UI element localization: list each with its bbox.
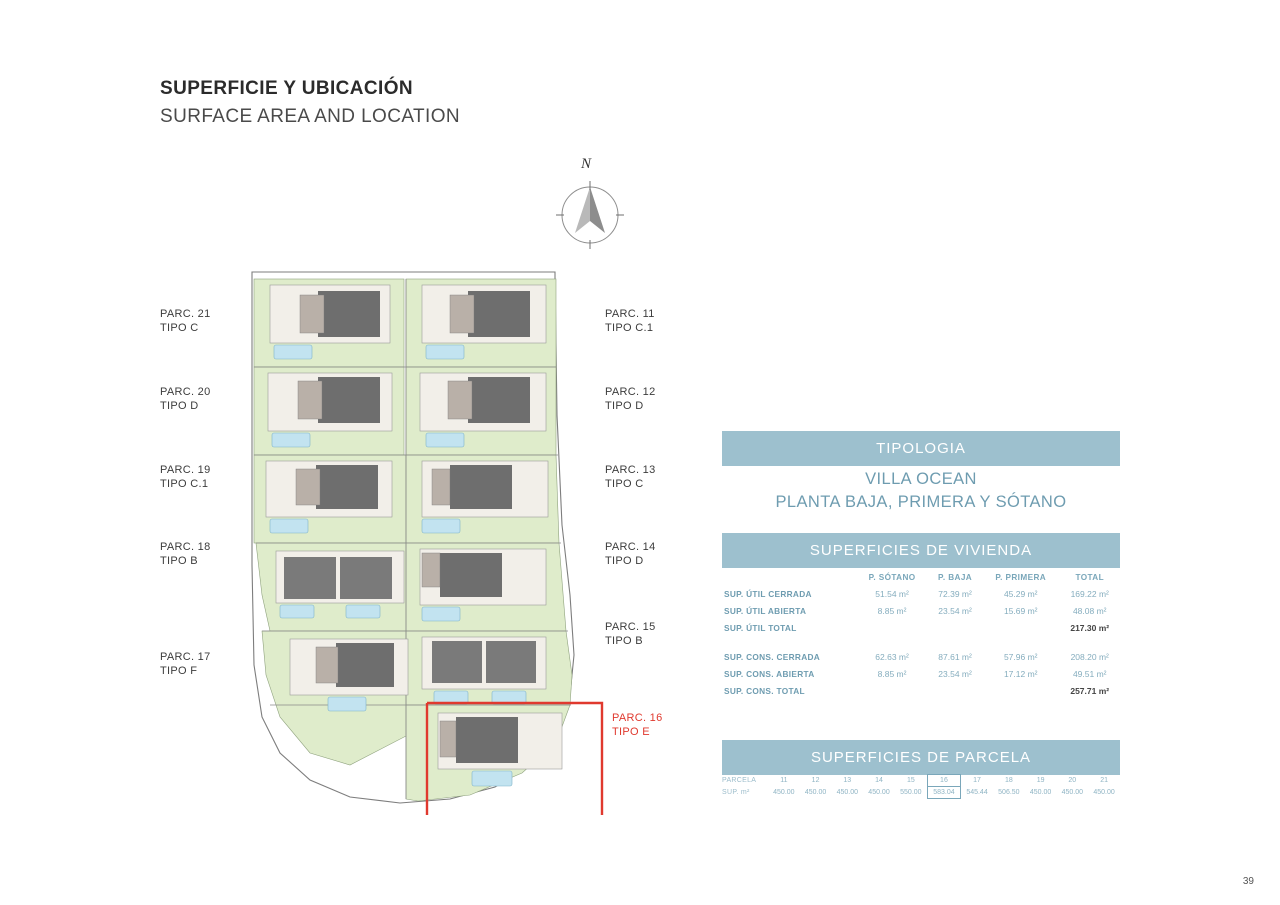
cell-total: 217.30 m² — [1070, 622, 1110, 633]
cell-sotano: 51.54 m² — [875, 588, 909, 599]
plot-label-parc-12 — [605, 385, 656, 413]
col-head-total: TOTAL — [1075, 573, 1104, 582]
cell-total: 49.51 m² — [1072, 668, 1107, 679]
col-head-baja: P. BAJA — [938, 573, 973, 582]
parcel-area: 450.00 — [1061, 789, 1084, 796]
tipologia-body — [722, 468, 1120, 514]
cell-sotano: 62.63 m² — [875, 651, 909, 662]
plot-parcel-number: PARC. 19 — [160, 464, 211, 476]
cell-primera: 57.96 m² — [1003, 651, 1038, 662]
plot-parcel-number: PARC. 21 — [160, 308, 211, 320]
table-row — [722, 648, 1120, 665]
cell-sotano — [856, 682, 928, 699]
parcel-number: 21 — [1100, 777, 1108, 784]
tipologia-line-1: VILLA OCEAN — [865, 470, 977, 488]
superficies-vivienda-table — [722, 570, 1120, 699]
page-title-es: SUPERFICIE Y UBICACIÓN — [160, 78, 414, 99]
parcel-area: 450.00 — [836, 789, 858, 796]
parcel-number: 19 — [1036, 777, 1045, 784]
parcel-area: 450.00 — [804, 789, 827, 796]
plot-label-parc-17 — [160, 650, 211, 678]
parcel-area-selected: 583.04 — [927, 787, 960, 799]
parcel-number: 20 — [1068, 777, 1077, 784]
cell-sotano — [856, 619, 928, 636]
parcel-area: 450.00 — [868, 789, 890, 796]
plot-type: TIPO C.1 — [160, 478, 209, 490]
parcel-number: 12 — [811, 777, 820, 784]
plot-parcel-number: PARC. 12 — [605, 386, 656, 398]
parcel-number: 13 — [843, 777, 852, 784]
row-label-parcela: PARCELA — [722, 777, 757, 784]
plot-parcel-number: PARC. 20 — [160, 386, 211, 398]
compass-icon — [548, 178, 632, 252]
site-plan-drawing — [150, 265, 670, 815]
row-label: SUP. ÚTIL ABIERTA — [724, 605, 807, 616]
cell-baja: 87.61 m² — [938, 651, 972, 662]
superficies-parcela-table — [722, 774, 1120, 799]
plot-label-parc-21 — [160, 307, 211, 335]
plot-label-parc-14 — [605, 540, 656, 568]
cell-primera: 15.69 m² — [1003, 605, 1038, 616]
superficies-vivienda-header-bar: SUPERFICIES DE VIVIENDA — [722, 533, 1120, 568]
row-label: SUP. ÚTIL CERRADA — [724, 588, 812, 599]
parcel-number-selected: 16 — [927, 775, 960, 787]
plot-label-parc-15 — [605, 620, 656, 648]
superficies-parcela-header-bar: SUPERFICIES DE PARCELA — [722, 740, 1120, 775]
cell-primera: 17.12 m² — [1003, 668, 1038, 679]
plot-parcel-number: PARC. 16 — [612, 712, 663, 724]
parcel-area: 450.00 — [1029, 789, 1052, 796]
row-label: SUP. CONS. CERRADA — [724, 651, 821, 662]
page-number: 39 — [1242, 876, 1254, 887]
cell-total: 48.08 m² — [1072, 605, 1107, 616]
parcela-number-row — [722, 775, 1120, 787]
plot-type: TIPO C.1 — [605, 322, 654, 334]
cell-primera — [982, 682, 1059, 699]
cell-total: 208.20 m² — [1070, 651, 1109, 662]
col-head-sotano: P. SÓTANO — [868, 573, 916, 582]
plot-type: TIPO B — [160, 555, 198, 567]
tipologia-line-2: PLANTA BAJA, PRIMERA Y SÓTANO — [775, 493, 1067, 511]
compass-rose — [548, 156, 632, 252]
page-title — [160, 78, 460, 128]
parcel-number: 11 — [780, 777, 788, 784]
plot-label-parc-11 — [605, 307, 655, 335]
plot-type: TIPO B — [605, 635, 643, 647]
plot-label-parc-18 — [160, 540, 211, 568]
parcel-number: 14 — [875, 777, 883, 784]
tipologia-header-bar: TIPOLOGIA — [722, 431, 1120, 466]
cell-sotano: 8.85 m² — [877, 605, 907, 616]
plot-parcel-number: PARC. 14 — [605, 541, 656, 553]
table-row — [722, 665, 1120, 682]
plot-parcel-number: PARC. 11 — [605, 308, 655, 320]
cell-total: 257.71 m² — [1070, 685, 1110, 696]
cell-primera: 45.29 m² — [1003, 588, 1038, 599]
row-label: SUP. CONS. TOTAL — [724, 685, 805, 696]
plot-type: TIPO D — [160, 400, 199, 412]
table-header-row — [722, 570, 1120, 585]
site-plan — [150, 265, 670, 815]
plot-parcel-number: PARC. 17 — [160, 651, 211, 663]
plot-type: TIPO C — [160, 322, 199, 334]
cell-baja: 72.39 m² — [938, 588, 972, 599]
parcel-area: 550.00 — [900, 789, 922, 796]
parcel-number: 18 — [1004, 777, 1013, 784]
cell-baja: 23.54 m² — [938, 668, 972, 679]
cell-total: 169.22 m² — [1070, 588, 1109, 599]
plot-parcel-number: PARC. 18 — [160, 541, 211, 553]
table-spacer-row — [722, 636, 1120, 648]
plot-label-parc-20 — [160, 385, 211, 413]
row-label: SUP. ÚTIL TOTAL — [724, 622, 797, 633]
parcel-area: 450.00 — [773, 789, 795, 796]
plot-parcel-number: PARC. 15 — [605, 621, 656, 633]
parcel-area: 545.44 — [966, 789, 988, 796]
row-label-sup: SUP. m² — [722, 789, 750, 796]
table-row — [722, 602, 1120, 619]
plot-type: TIPO E — [612, 726, 650, 738]
cell-baja: 23.54 m² — [938, 605, 972, 616]
parcela-area-row — [722, 787, 1120, 799]
cell-sotano: 8.85 m² — [877, 668, 907, 679]
parcel-number: 15 — [906, 777, 915, 784]
page-title-en: SURFACE AREA AND LOCATION — [160, 106, 461, 127]
row-label: SUP. CONS. ABIERTA — [724, 668, 815, 679]
plot-parcel-number: PARC. 13 — [605, 464, 656, 476]
table-row — [722, 585, 1120, 602]
parcel-area: 450.00 — [1093, 789, 1115, 796]
parcel-area: 506.50 — [998, 789, 1020, 796]
col-head-blank — [722, 570, 856, 585]
plot-label-parc-13 — [605, 463, 656, 491]
plot-type: TIPO F — [160, 665, 198, 677]
table-row — [722, 682, 1120, 699]
cell-baja — [928, 619, 982, 636]
cell-primera — [982, 619, 1059, 636]
plot-label-parc-19 — [160, 463, 211, 491]
plot-label-parc-16 — [612, 711, 663, 739]
plot-type: TIPO D — [605, 400, 644, 412]
parcel-number: 17 — [973, 777, 981, 784]
cell-baja — [928, 682, 982, 699]
plot-type: TIPO D — [605, 555, 644, 567]
compass-north-label: N — [581, 156, 592, 172]
col-head-primera: P. PRIMERA — [995, 573, 1047, 582]
plot-type: TIPO C — [605, 478, 644, 490]
table-row — [722, 619, 1120, 636]
